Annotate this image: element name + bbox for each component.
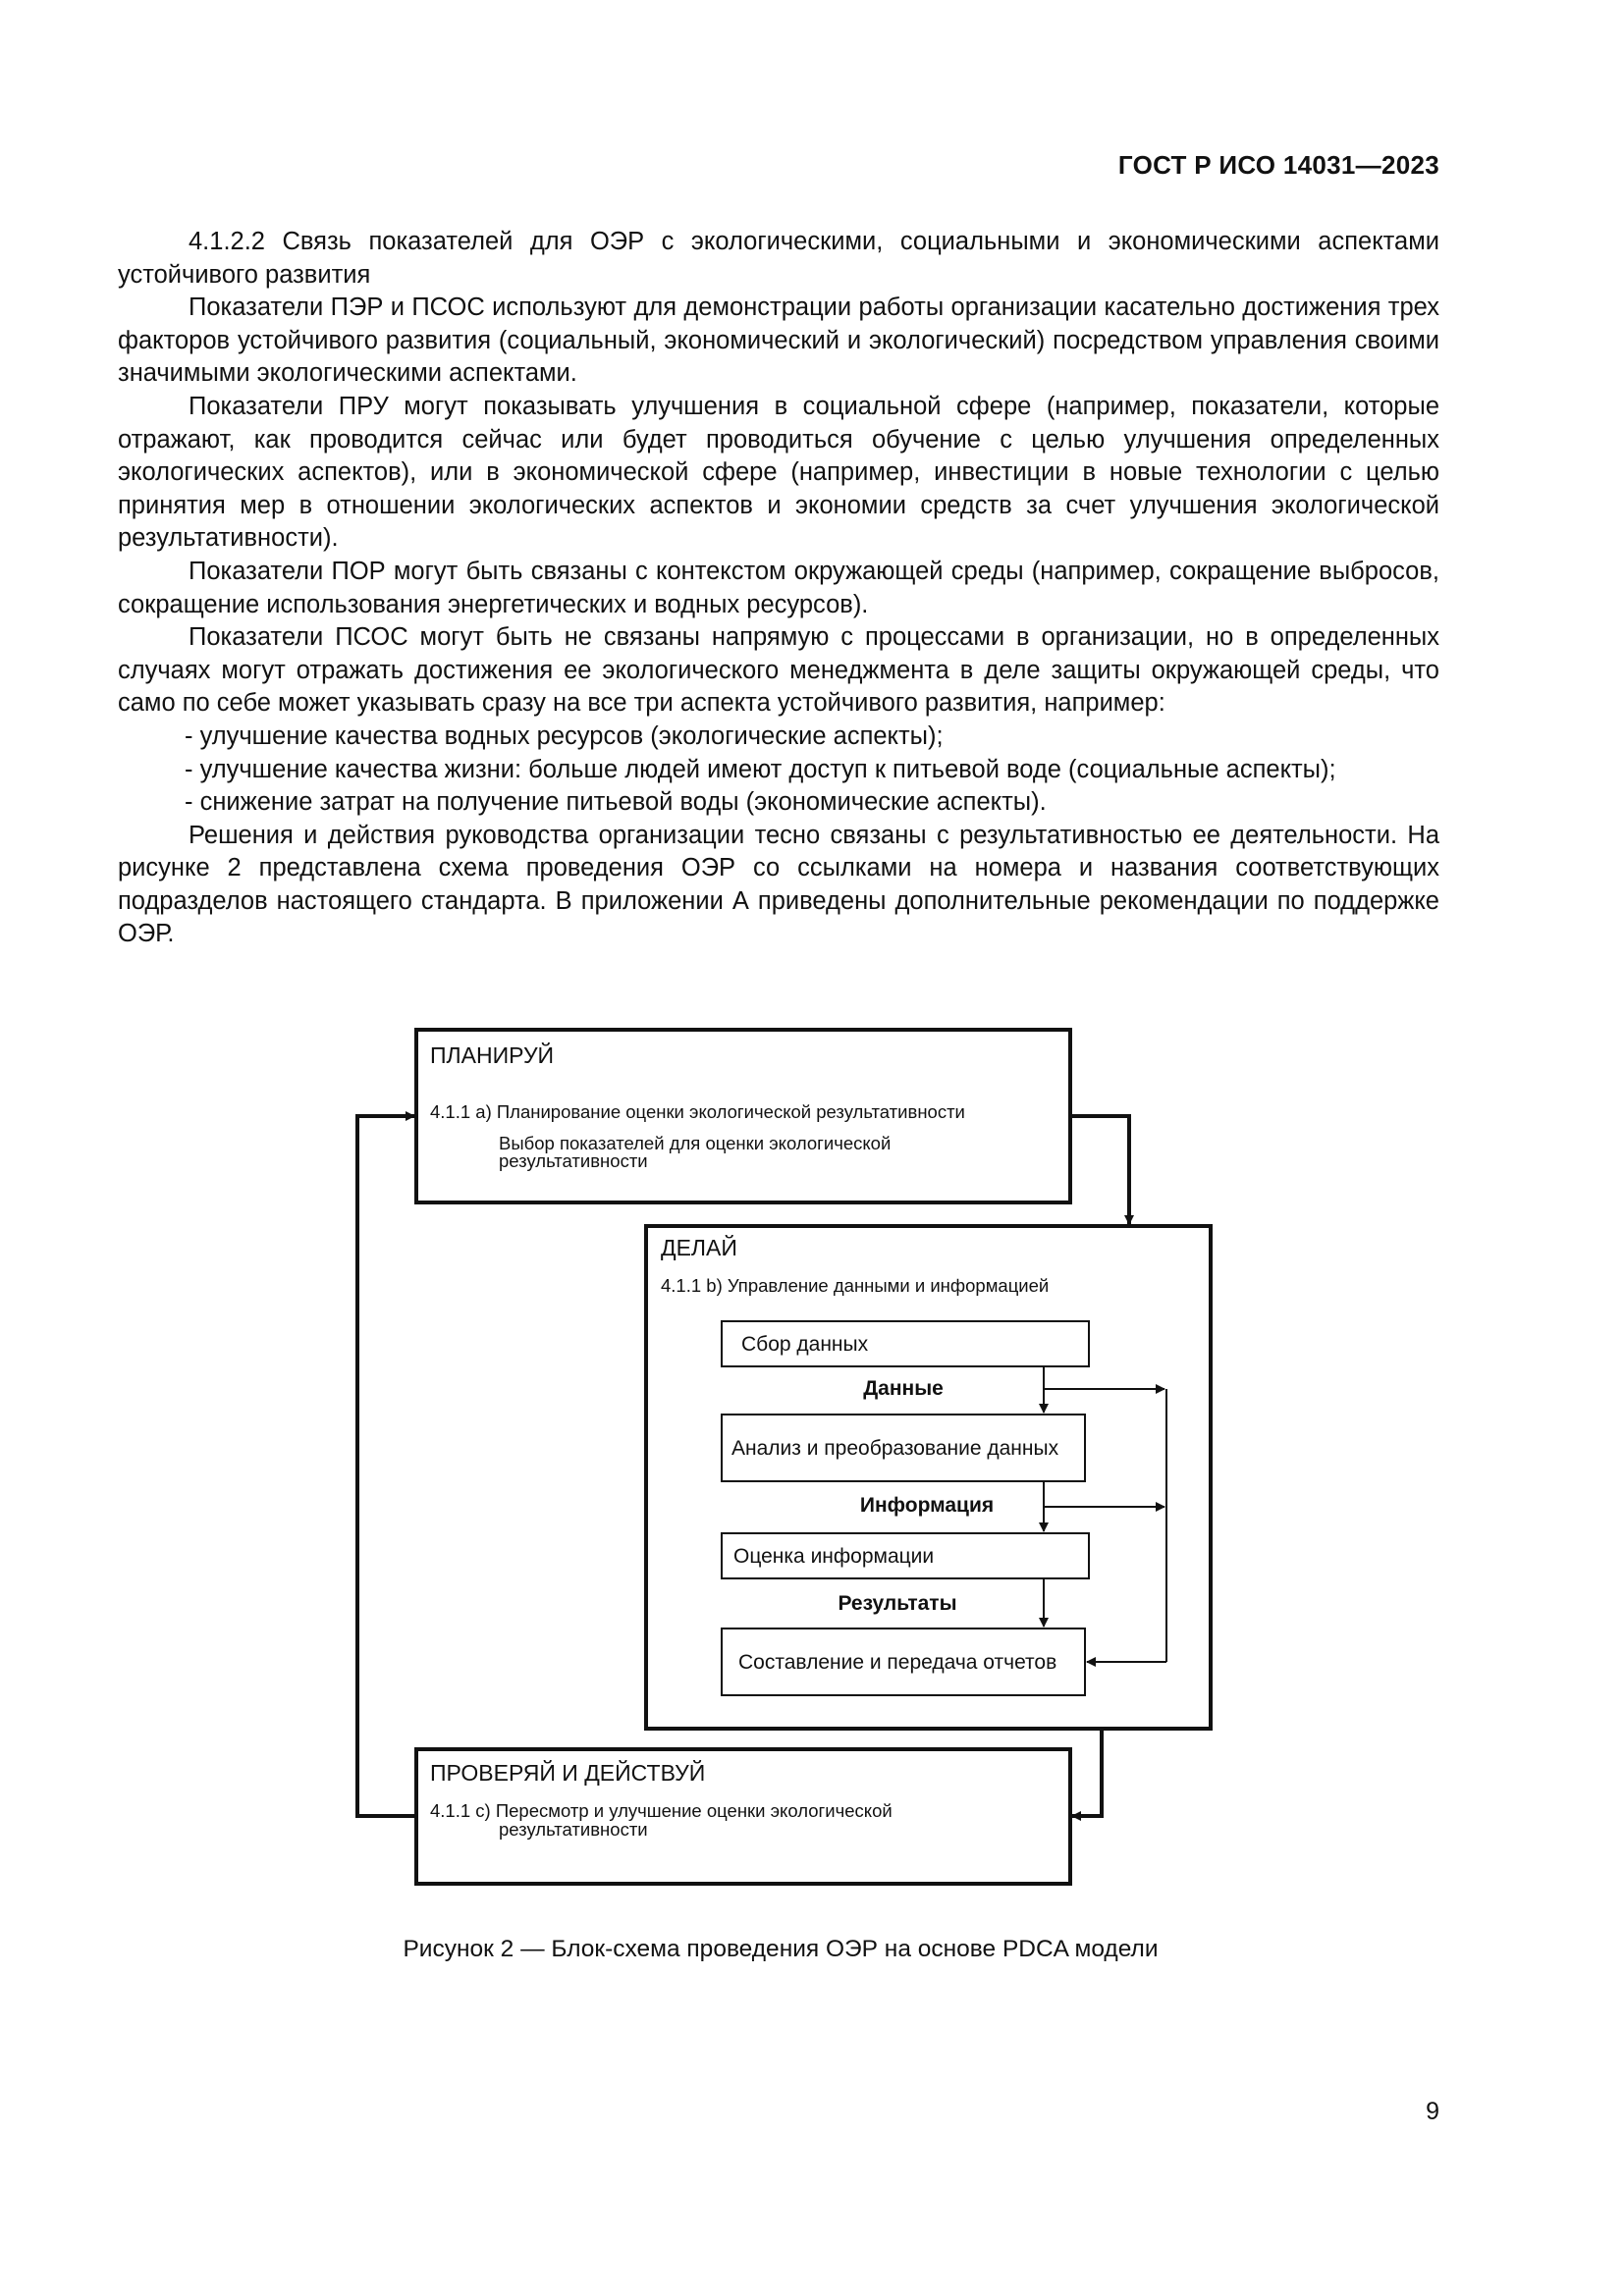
standard-code: ГОСТ Р ИСО 14031—2023 xyxy=(1117,150,1439,180)
do-box xyxy=(646,1226,1211,1729)
check-act-line1: 4.1.1 c) Пересмотр и улучшение оценки экологической xyxy=(430,1800,893,1821)
bullet-item: - улучшение качества жизни: больше людей имеют доступ к питьевой воде (социальные аспекты); xyxy=(185,755,1336,783)
paragraph-psos: Показатели ПСОС могут быть не связаны напрямую с процессами в организации, но в определенных случаях могут отражать достижения ее экологического менеджмента в деле защиты окружающей среды, что само по себе может указывать сразу на все три аспекта устойчивого развития, например: xyxy=(118,623,1439,718)
step-data-analysis-label: Анализ и преобразование данных xyxy=(731,1437,1059,1460)
flow-label-data: Данные xyxy=(863,1377,944,1400)
step-data-collection xyxy=(722,1321,1089,1366)
step-data-analysis xyxy=(722,1415,1085,1481)
check-act-box xyxy=(416,1749,1070,1884)
step-reporting xyxy=(722,1629,1085,1695)
paragraph-per-psos: Показатели ПЭР и ПСОС используют для демонстрации работы организации касательно достижения трех факторов устойчивого развития (социальный, экономический и экологический) посредством управления своими значимыми экологическими аспектами. xyxy=(118,294,1439,388)
check-act-line2: результативности xyxy=(499,1819,648,1840)
step-data-collection-label: Сбор данных xyxy=(741,1333,869,1356)
plan-title: ПЛАНИРУЙ xyxy=(430,1042,555,1068)
plan-line2: Выбор показателей для оценки экологической xyxy=(499,1133,892,1153)
check-act-title: ПРОВЕРЯЙ И ДЕЙСТВУЙ xyxy=(430,1760,706,1786)
figure-caption: Рисунок 2 — Блок-схема проведения ОЭР на основе PDCA модели xyxy=(403,1936,1159,1962)
plan-line3: результативности xyxy=(499,1150,648,1171)
paragraph-closing: Решения и действия руководства организации тесно связаны с результативностью ее деятельности. На рисунке 2 представлена схема проведения ОЭР со ссылками на номера и названия соответствующих подразделов настоящего стандарта. В приложении А приведены дополнительные рекомендации по поддержке ОЭР. xyxy=(118,821,1439,948)
plan-box xyxy=(416,1030,1070,1202)
connector-plan-to-do xyxy=(1070,1116,1129,1224)
step-information-evaluation-label: Оценка информации xyxy=(733,1545,935,1568)
paragraph-pru: Показатели ПРУ могут показывать улучшения в социальной сфере (например, показатели, которые отражают, как проводится сейчас или будет проводиться обучение с целью улучшения определенных экологических аспектов), или в экономической сфере (например, инвестиции в новые технологии с целью принятия мер в отношении экологических аспектов и экономии средств за счет улучшения экологической результативности). xyxy=(118,392,1439,553)
bullet-item: - снижение затрат на получение питьевой воды (экономические аспекты). xyxy=(185,788,1047,817)
bullet-item: - улучшение качества водных ресурсов (экологические аспекты); xyxy=(185,721,944,750)
connector-do-to-check xyxy=(1072,1729,1102,1816)
body-text xyxy=(118,226,1439,951)
flow-label-information: Информация xyxy=(859,1494,995,1517)
flow-label-results: Результаты xyxy=(838,1592,957,1615)
paragraph-por: Показатели ПОР могут быть связаны с контекстом окружающей среды (например, сокращение выбросов, сокращение использования энергетических и водных ресурсов). xyxy=(118,557,1439,618)
step-reporting-label: Составление и передача отчетов xyxy=(738,1651,1057,1674)
do-title: ДЕЛАЙ xyxy=(661,1235,737,1260)
section-heading-paragraph: 4.1.2.2 Связь показателей для ОЭР с экологическими, социальными и экономическими аспектами устойчивого развития xyxy=(118,228,1439,289)
plan-line1: 4.1.1 a) Планирование оценки экологической результативности xyxy=(430,1101,965,1122)
step-information-evaluation xyxy=(722,1533,1089,1578)
connector-check-to-plan xyxy=(357,1116,416,1816)
page-number: 9 xyxy=(1426,2098,1439,2125)
do-subtitle: 4.1.1 b) Управление данными и информацией xyxy=(661,1275,1050,1296)
